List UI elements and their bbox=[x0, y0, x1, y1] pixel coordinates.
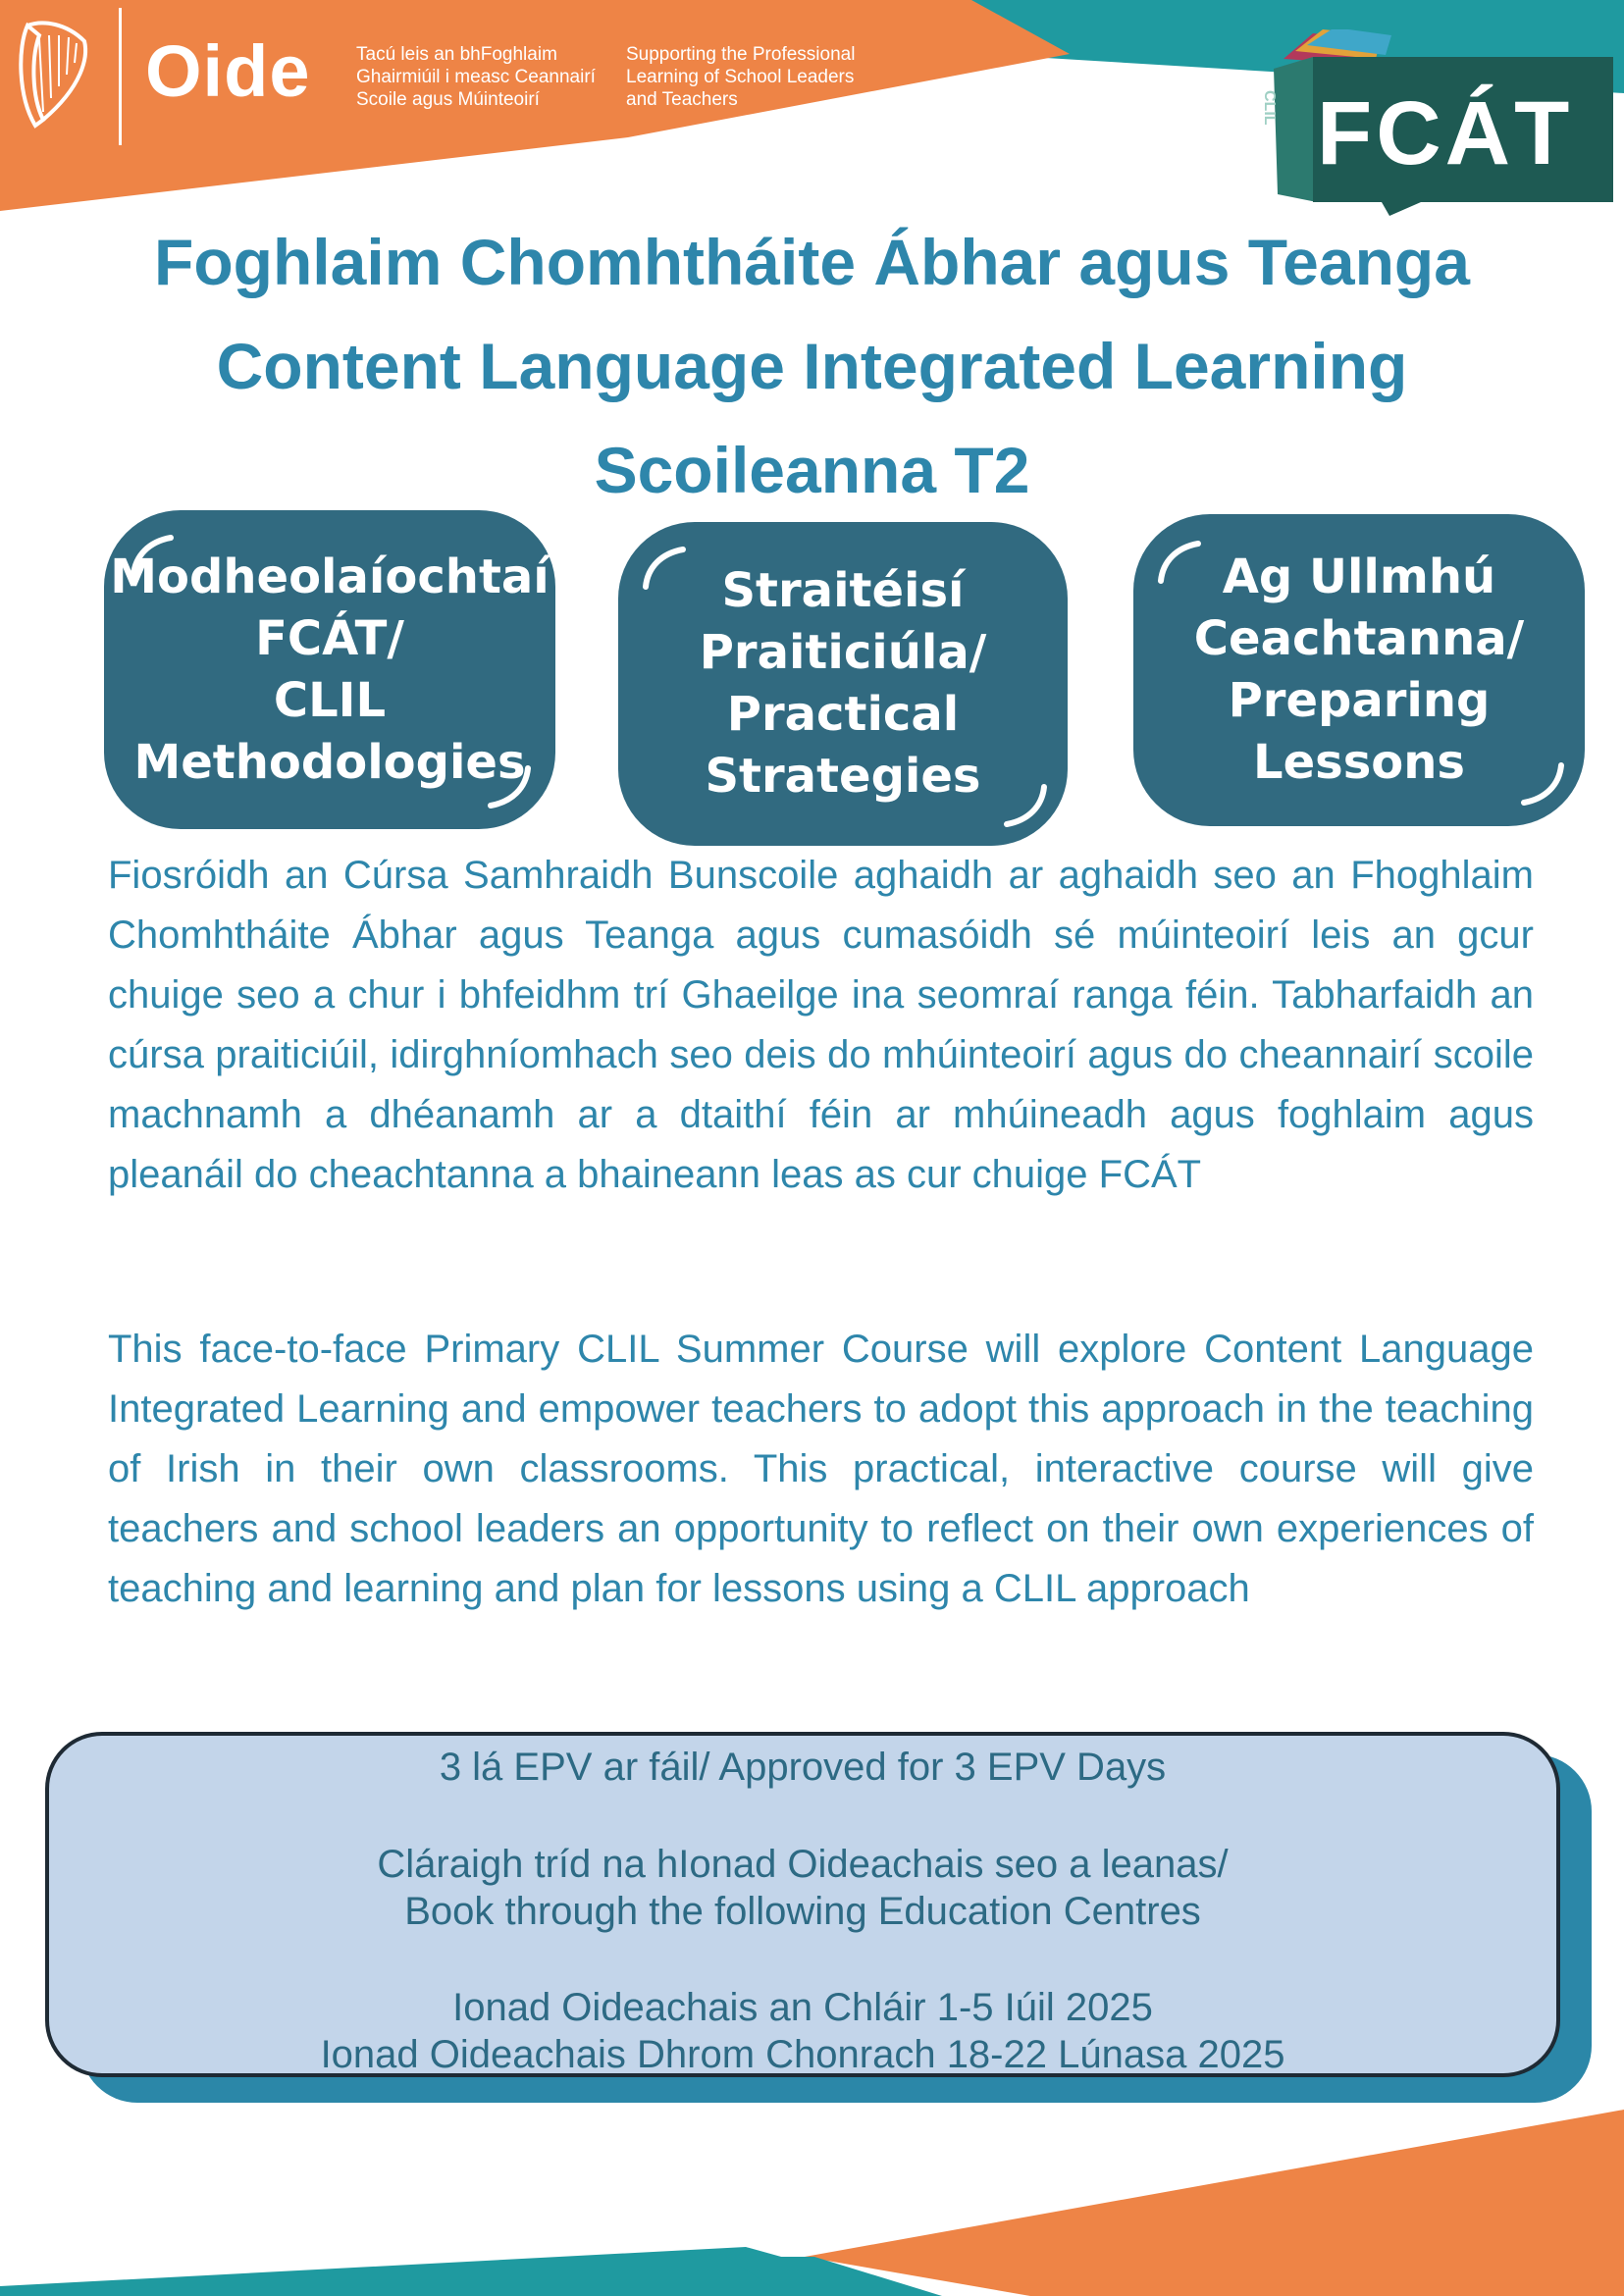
body-paragraph-english: This face-to-face Primary CLIL Summer Course will explore Content Language Integrated Learning and empower teachers to adopt this approach in the teaching of Irish in their own classrooms. This practical, interactive course will give teachers and school leaders an opportunity to reflect on their own experiences of teaching and learning and plan for lessons using a CLIL approach bbox=[108, 1328, 1534, 1610]
fcat-logo-text: FCÁT bbox=[1317, 83, 1574, 183]
swoosh-icon bbox=[1508, 759, 1567, 809]
epv-approval: 3 lá EPV ar fáil/ Approved for 3 EPV Days bbox=[439, 1746, 1167, 1789]
pill-methodologies bbox=[104, 510, 555, 829]
fcat-logo-side-text: CLIL bbox=[1261, 90, 1278, 126]
title-subtitle: Scoileanna T2 bbox=[594, 434, 1030, 506]
pill-methodologies-label: Modheolaíochtaí FCÁT/ CLIL Methodologies bbox=[110, 548, 550, 790]
brand-name: Oide bbox=[145, 30, 311, 112]
tagline-irish: Tacú leis an bhFoghlaim Ghairmiúil i measc Ceannairí Scoile agus Múinteoirí bbox=[356, 44, 596, 110]
swoosh-icon bbox=[1155, 538, 1214, 587]
pill-strategies-label: Straitéisí Praiticiúla/ Practical Strategies bbox=[699, 563, 987, 804]
header-divider bbox=[119, 8, 122, 145]
tagline-english: Supporting the Professional Learning of School Leaders and Teachers bbox=[626, 44, 856, 110]
pill-preparing-lessons bbox=[1133, 514, 1585, 826]
swoosh-icon bbox=[991, 781, 1050, 830]
body-paragraph-irish: Fiosróidh an Cúrsa Samhraidh Bunscoile aghaidh ar aghaidh seo an Fhoghlaim Chomhtháite Ábhar agus Teanga agus cumasóidh sé múinteoirí leis an gcur chuige seo a chur i bhfeidhm trí Ghaeilge ina seomraí ranga féin. Tabharfaidh an cúrsa praiticiúil, idirghníomhach seo deis do mhúinteoirí agus do cheannairí scoile machnamh a dhéanamh ar a dtaithí féin ar mhúineadh agus foghlaim agus pleanáil do cheachtanna a bhaineann leas as cur chuige FCÁT bbox=[108, 854, 1534, 1196]
title-english: Content Language Integrated Learning bbox=[216, 330, 1408, 402]
title-irish: Foghlaim Chomhtháite Ábhar agus Teanga bbox=[154, 226, 1470, 298]
swoosh-icon bbox=[475, 762, 534, 811]
harp-emblem-icon bbox=[14, 18, 92, 133]
pill-strategies bbox=[618, 522, 1068, 846]
swoosh-icon bbox=[128, 532, 186, 581]
booking-instruction-irish: Cláraigh tríd na hIonad Oideachais seo a leanas/ bbox=[377, 1843, 1229, 1886]
booking-instruction-english: Book through the following Education Centres bbox=[404, 1890, 1201, 1933]
bottom-orange-band bbox=[805, 2110, 1624, 2296]
education-centre-clare: Ionad Oideachais an Chláir 1-5 Iúil 2025 bbox=[452, 1986, 1153, 2029]
swoosh-icon bbox=[640, 544, 699, 593]
pill-preparing-lessons-label: Ag Ullmhú Ceachtanna/ Preparing Lessons bbox=[1193, 549, 1525, 790]
education-centre-drumcondra: Ionad Oideachais Dhrom Chonrach 18-22 Lúnasa 2025 bbox=[320, 2033, 1285, 2076]
